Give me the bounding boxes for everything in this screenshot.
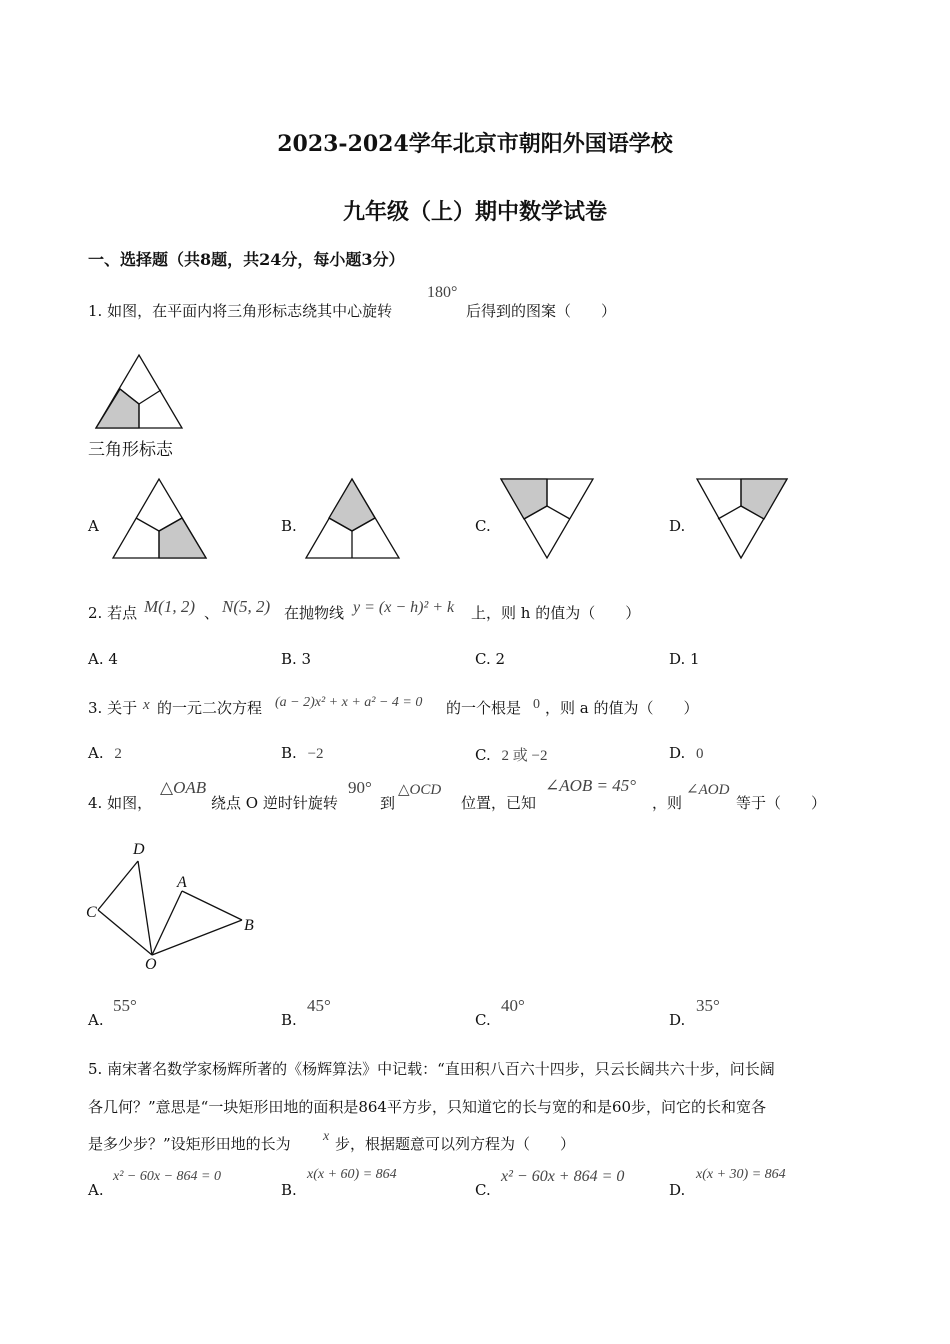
q1-option-b-label[interactable]: B. xyxy=(281,517,297,535)
q5-line-3-suffix: 步，根据题意可以列方程为（ ） xyxy=(335,1135,576,1153)
q1-option-a-label[interactable]: A xyxy=(88,517,99,535)
q3-equation: (a − 2)x² + x + a² − 4 = 0 xyxy=(275,695,423,710)
q4-triangle-ocd: △OCD xyxy=(398,782,442,798)
q5-line-2: 各几何？”意思是“一块矩形田地的面积是864平方步，只知道它的长与宽的和是60步，问它的长和宽各 xyxy=(88,1098,767,1116)
q4-text-3: 位置，已知 xyxy=(461,794,537,812)
q5-option-c-value: x² − 60x + 864 = 0 xyxy=(501,1168,625,1185)
q5-line-3-variable: x xyxy=(323,1129,330,1144)
q5-line-3-prefix: 是多少步？”设矩形田地的长为 xyxy=(88,1135,291,1153)
q4-given-angle: ∠AOB = 45° xyxy=(545,776,637,795)
q2-option-d[interactable]: D. 1 xyxy=(669,650,700,668)
q5-option-d-letter[interactable]: D. xyxy=(669,1181,686,1199)
q3-option-b-value: −2 xyxy=(307,746,324,762)
q3-option-c-value: 2 或 −2 xyxy=(501,748,548,764)
q3-option-a-letter: A. xyxy=(88,744,104,762)
q2-text-prefix: 2. 若点 xyxy=(88,604,138,622)
q1-option-b-figure xyxy=(306,479,399,558)
q4-option-a-letter[interactable]: A. xyxy=(88,1011,104,1029)
q3-text-mid2: 的一个根是 xyxy=(446,699,522,717)
q4-label-c: C xyxy=(86,904,97,921)
q3-text-mid: 的一元二次方程 xyxy=(157,699,263,717)
q4-option-c-value: 40° xyxy=(501,996,525,1015)
q2-point-n: N(5, 2) xyxy=(222,597,271,616)
q4-option-b-letter[interactable]: B. xyxy=(281,1011,297,1029)
q4-triangle-oab: △OAB xyxy=(160,778,207,797)
q4-rotation-figure xyxy=(98,861,242,955)
q3-variable: x xyxy=(143,697,150,713)
q1-option-a-figure xyxy=(113,479,206,558)
q5-option-d-value: x(x + 30) = 864 xyxy=(696,1167,786,1182)
q3-option-b-letter: B. xyxy=(281,744,297,762)
q1-option-a-shaded-region xyxy=(159,518,206,558)
q3-option-d-letter: D. xyxy=(669,744,686,762)
q4-text-1: 绕点 O 逆时针旋转 xyxy=(211,794,338,812)
q3-text-prefix: 3. 关于 xyxy=(88,699,138,717)
q5-option-c-letter[interactable]: C. xyxy=(475,1181,491,1199)
q4-label-b: B xyxy=(244,917,254,934)
q3-option-a[interactable] xyxy=(88,744,122,763)
q1-option-c-figure xyxy=(501,479,593,558)
q4-option-b-value: 45° xyxy=(307,996,331,1015)
q4-label-d: D xyxy=(133,841,145,858)
q2-option-b[interactable]: B. 3 xyxy=(281,650,312,668)
q2-point-m: M(1, 2) xyxy=(144,597,195,616)
q4-option-c-letter[interactable]: C. xyxy=(475,1011,491,1029)
q1-option-c-shaded-region xyxy=(501,479,547,519)
q1-logo-shaded-region xyxy=(96,389,139,428)
q3-option-b[interactable] xyxy=(281,744,324,763)
q5-option-b-letter[interactable]: B. xyxy=(281,1181,297,1199)
q1-option-d-figure xyxy=(697,479,787,558)
title-line-1: 2023-2024学年北京市朝阳外国语学校 xyxy=(277,131,673,157)
q3-option-a-value: 2 xyxy=(114,746,122,762)
q5-option-a-value: x² − 60x − 864 = 0 xyxy=(113,1169,221,1184)
q4-option-d-value: 35° xyxy=(696,996,720,1015)
q1-angle: 180° xyxy=(427,284,458,301)
q2-text-mid: 在抛物线 xyxy=(284,604,345,622)
q4-text-2: 到 xyxy=(380,794,396,812)
q1-option-d-shaded-region xyxy=(741,479,787,519)
q1-figure-caption: 三角形标志 xyxy=(88,440,173,460)
q3-option-d[interactable] xyxy=(669,744,704,763)
title-line-2: 九年级（上）期中数学试卷 xyxy=(342,199,607,225)
q1-logo-triangle xyxy=(96,355,182,428)
q4-option-d-letter[interactable]: D. xyxy=(669,1011,686,1029)
q2-option-a[interactable]: A. 4 xyxy=(88,650,118,668)
q2-equation: y = (x − h)² + k xyxy=(353,599,455,616)
q4-label-a: A xyxy=(177,874,187,891)
q1-text-prefix: 1. 如图，在平面内将三角形标志绕其中心旋转 xyxy=(88,302,393,320)
q4-text-4: ，则 xyxy=(652,794,683,812)
q4-text-suffix: 等于（ ） xyxy=(736,794,827,812)
q1-option-b-shaded-region xyxy=(329,479,375,531)
q3-option-c-letter: C. xyxy=(475,746,491,764)
q4-text-prefix: 4. 如图， xyxy=(88,794,153,812)
q1-option-c-label[interactable]: C. xyxy=(475,517,491,535)
q5-option-a-letter[interactable]: A. xyxy=(88,1181,104,1199)
q2-text-suffix: 上，则 h 的值为（ ） xyxy=(471,604,641,622)
q1-option-d-label[interactable]: D. xyxy=(669,517,686,535)
q4-label-o: O xyxy=(145,956,157,973)
q3-text-suffix: ，则 a 的值为（ ） xyxy=(545,699,699,717)
q1-text-suffix: 后得到的图案（ ） xyxy=(466,302,617,320)
q4-angle: 90° xyxy=(348,778,372,797)
q2-separator: 、 xyxy=(204,604,220,622)
q4-option-a-value: 55° xyxy=(113,996,137,1015)
section-heading: 一、选择题（共8题，共24分，每小题3分） xyxy=(88,250,405,269)
q4-target-angle: ∠AOD xyxy=(686,782,730,798)
q3-root: 0 xyxy=(533,697,540,712)
q2-option-c[interactable]: C. 2 xyxy=(475,650,506,668)
q5-line-1: 5. 南宋著名数学家杨辉所著的《杨辉算法》中记载：“直田积八百六十四步，只云长阔共六十步，问长阔 xyxy=(88,1060,775,1078)
q5-option-b-value: x(x + 60) = 864 xyxy=(307,1167,397,1182)
q3-option-c[interactable] xyxy=(475,744,547,765)
q3-option-d-value: 0 xyxy=(696,746,704,762)
